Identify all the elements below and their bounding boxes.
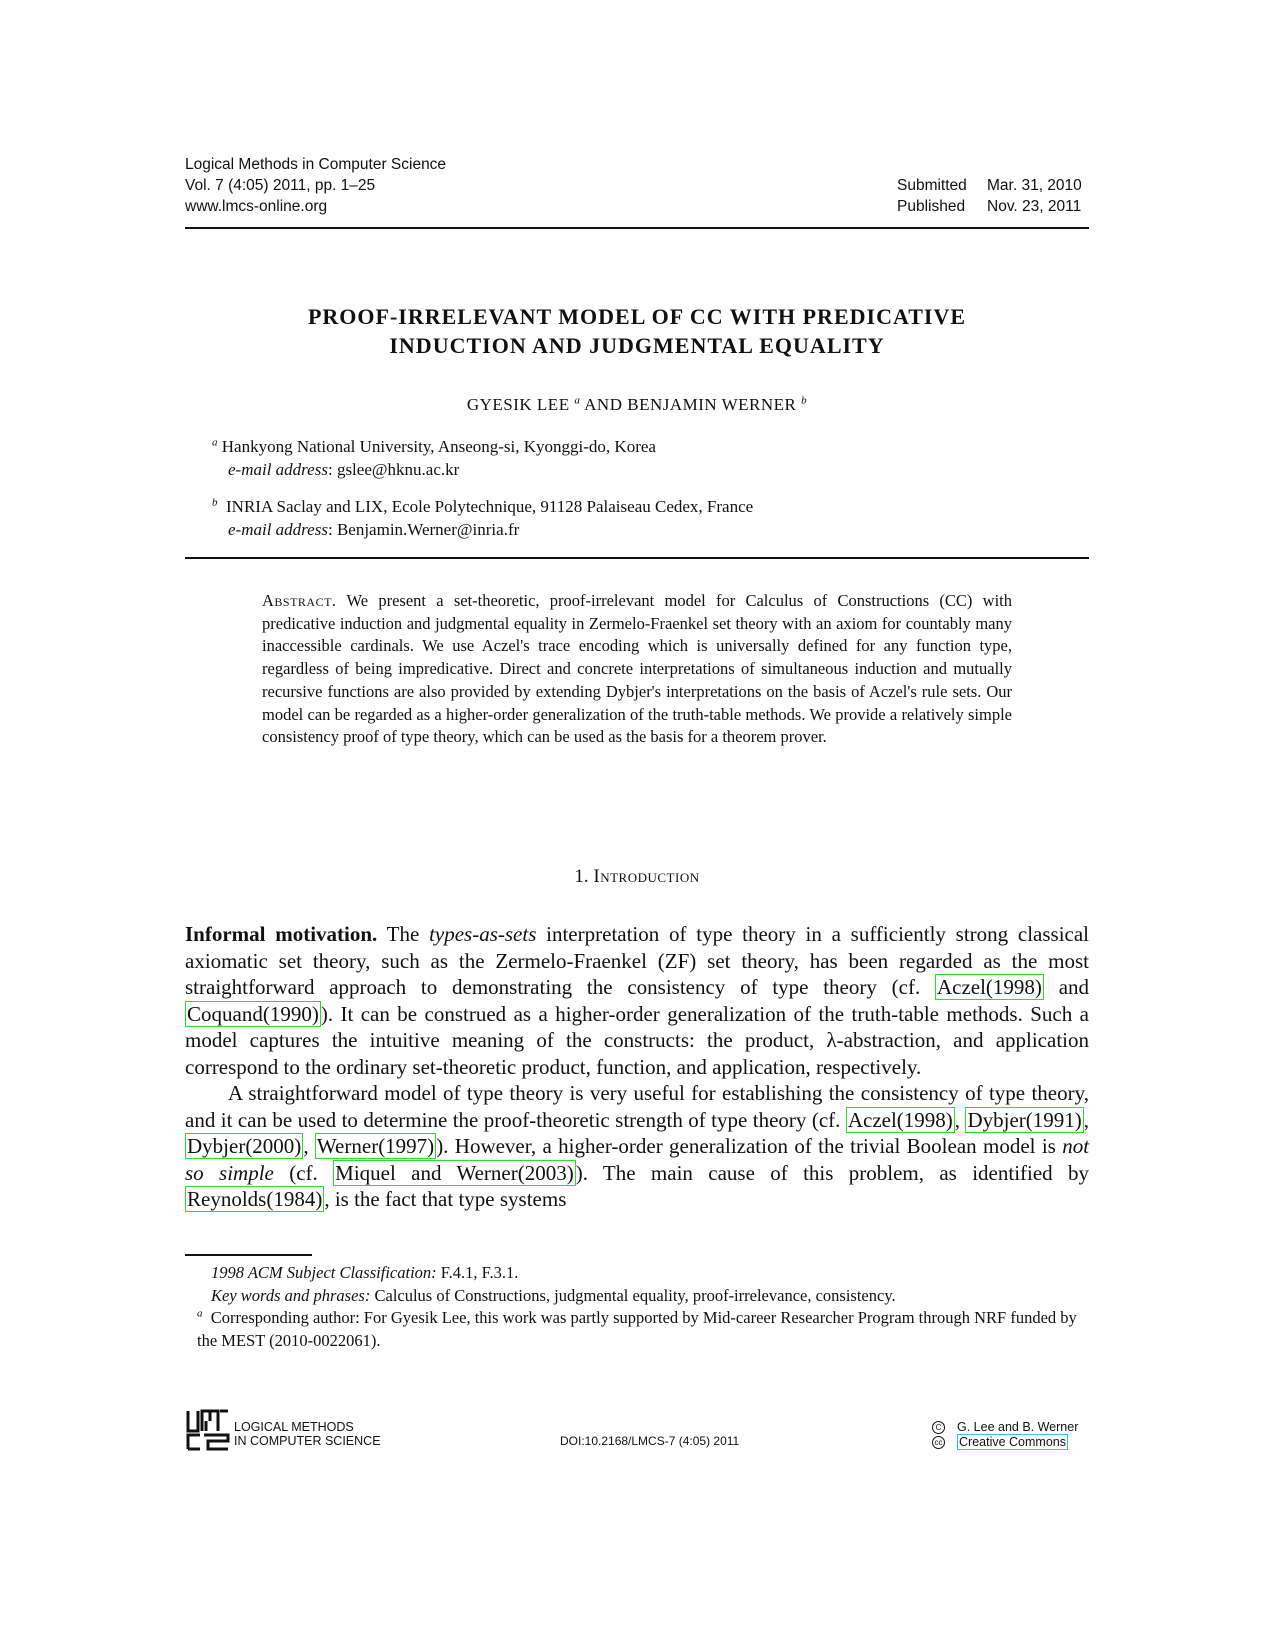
keywords-label: Key words and phrases: [211,1285,371,1305]
citation-link[interactable]: Coquand(1990) [187,1001,319,1026]
published-date: Nov. 23, 2011 [987,198,1082,215]
logo-text [234,1420,381,1448]
author-2-mark: b [801,394,808,407]
creative-commons-icon: cc [932,1436,945,1449]
logo-line-1: LOGICAL METHODS [234,1420,354,1434]
paragraph [185,1080,1089,1213]
journal-volume: Vol. 7 (4:05) 2011, pp. 1–25 [185,177,376,194]
author-1: GYESIK LEE [466,395,570,414]
logo-line-2: IN COMPUTER SCIENCE [234,1434,381,1448]
lmcs-logo-icon [186,1409,230,1451]
citation-link[interactable]: Aczel(1998) [847,1107,953,1132]
title-line-1: PROOF-IRRELEVANT MODEL OF CC WITH PREDICATIVE [307,304,967,329]
email-label: e-mail address [228,520,328,539]
text-run: ). The main cause of this problem, as identified by [575,1160,1090,1185]
section-number: 1. [574,866,589,887]
author-1-mark: a [574,394,581,407]
section-heading [185,866,1089,888]
affiliation-mark: a [212,436,218,449]
license-link[interactable]: Creative Commons [959,1435,1066,1449]
emphasis: not so simple [185,1134,1090,1185]
text-run: The [386,922,420,946]
dates-block [897,175,1089,217]
journal-name: Logical Methods in Computer Science [185,156,447,173]
abstract-label: Abstract. [262,591,337,610]
abstract-rule [185,557,1089,559]
affiliation-institution: Hankyong National University, Anseong-si, Kyonggi-do, Korea [221,437,656,456]
footnotes [185,1262,1089,1352]
paragraph [185,921,1089,1080]
text-run: ). However, a higher-order generalization of the trivial Boolean model is [436,1134,1056,1158]
footnote-rule [185,1254,312,1256]
submitted-date: Mar. 31, 2010 [987,177,1082,194]
emphasis: types-as-sets [429,922,537,946]
text-run: and [1058,975,1090,999]
footnote-mark: a [197,1307,203,1320]
email-address[interactable]: Benjamin.Werner@inria.fr [336,520,520,539]
text-run: interpretation of type theory in a sufficiently strong classical axiomatic set theory, such as the Zermelo-Fraenkel (ZF) set theory, has been regarded as the most straightforward approach to demonstrating the consistency of type theory (cf. [185,922,1090,999]
affiliation-institution: INRIA Saclay and LIX, Ecole Polytechnique, 91128 Palaiseau Cedex, France [226,497,754,516]
journal-header [185,154,446,217]
acm-label: 1998 ACM Subject Classification: [211,1263,437,1282]
title-line-2: INDUCTION AND JUDGMENTAL EQUALITY [389,333,885,358]
author-list [185,395,1089,415]
citation-link[interactable]: Reynolds(1984) [187,1187,323,1211]
citation-link[interactable]: Aczel(1998) [936,975,1042,999]
abstract-text: We present a set-theoretic, proof-irrelevant model for Calculus of Constructions (CC) with predicative induction and judgmental equality in Zermelo-Fraenkel set theory with an axiom for countably many inaccessible cardinals. We use Aczel's trace encoding which is universally defined for any function type, regardless of being impredicative. Direct and concrete interpretations of simultaneous induction and mutually recursive functions are also provided by extending Dybjer's interpretations on the basis of Aczel's rule sets. Our model can be regarded as a higher-order generalization of the truth-table methods. We provide a relatively simple consistency proof of type theory, which can be used as the basis for a theorem prover. [262,591,1012,747]
abstract [262,590,1012,749]
doi[interactable]: DOI:10.2168/LMCS-7 (4:05) 2011 [560,1434,740,1448]
body-text [185,921,1089,1213]
keywords: Calculus of Constructions, judgmental equality, proof-irrelevance, consistency. [374,1285,896,1305]
header-rule [185,227,1089,229]
citation-link[interactable]: Werner(1997) [316,1134,435,1158]
affiliation-mark: b [212,496,218,509]
author-2: BENJAMIN WERNER [627,395,797,414]
text-run: , is the fact that type systems [324,1187,567,1211]
paragraph-heading: Informal motivation. [185,922,378,946]
citation-link[interactable]: Dybjer(1991) [967,1107,1082,1132]
paper-title [185,302,1089,360]
copyright-holders: G. Lee and B. Werner [957,1420,1079,1434]
email-label: e-mail address [228,460,328,479]
text-run: A straightforward model of type theory is very useful for establishing the consistency of type theory, and it can be used to determine the proof-theoretic strength of type theory (cf. [185,1081,1089,1132]
text-run: , [1083,1107,1090,1132]
author-conjunction: AND [584,395,623,414]
submitted-label: Submitted [897,177,967,194]
citation-link[interactable]: Dybjer(2000) [187,1134,302,1158]
text-run: , [303,1134,309,1158]
copyright-block [932,1420,1078,1450]
text-run: ). It can be construed as a higher-order generalization of the truth-table methods. Such a model captures the intuitive meaning of the constructs: the product, λ-abstraction, and application correspond to the ordinary set-theoretic product, function, and application, respectively. [185,1001,1089,1079]
acm-classes: F.4.1, F.3.1. [440,1263,519,1282]
copyright-icon: C [932,1421,945,1434]
corresponding-author-note: Corresponding author: For Gyesik Lee, this work was partly supported by Mid-career Researcher Program through NRF funded by the MEST (2010-0022061). [197,1308,1077,1350]
affiliation-b: $^b$ INRIA Saclay and LIX, Ecole Polytechnique, 91128 Palaiseau Cedex, France e-mail address: Benjamin.Werner@inria.fr [212,496,754,539]
published-label: Published [897,198,966,215]
affiliation-a: $^a$ Hankyong National University, Anseong-si, Kyonggi-do, Korea e-mail address: gslee@hknu.ac.kr [212,436,656,479]
email-address[interactable]: gslee@hknu.ac.kr [336,460,460,479]
text-run: , [954,1107,961,1132]
section-title: Introduction [593,866,700,887]
text-run: (cf. [289,1160,318,1185]
journal-website[interactable]: www.lmcs-online.org [185,198,328,215]
citation-link[interactable]: Miquel and Werner(2003) [335,1160,574,1185]
